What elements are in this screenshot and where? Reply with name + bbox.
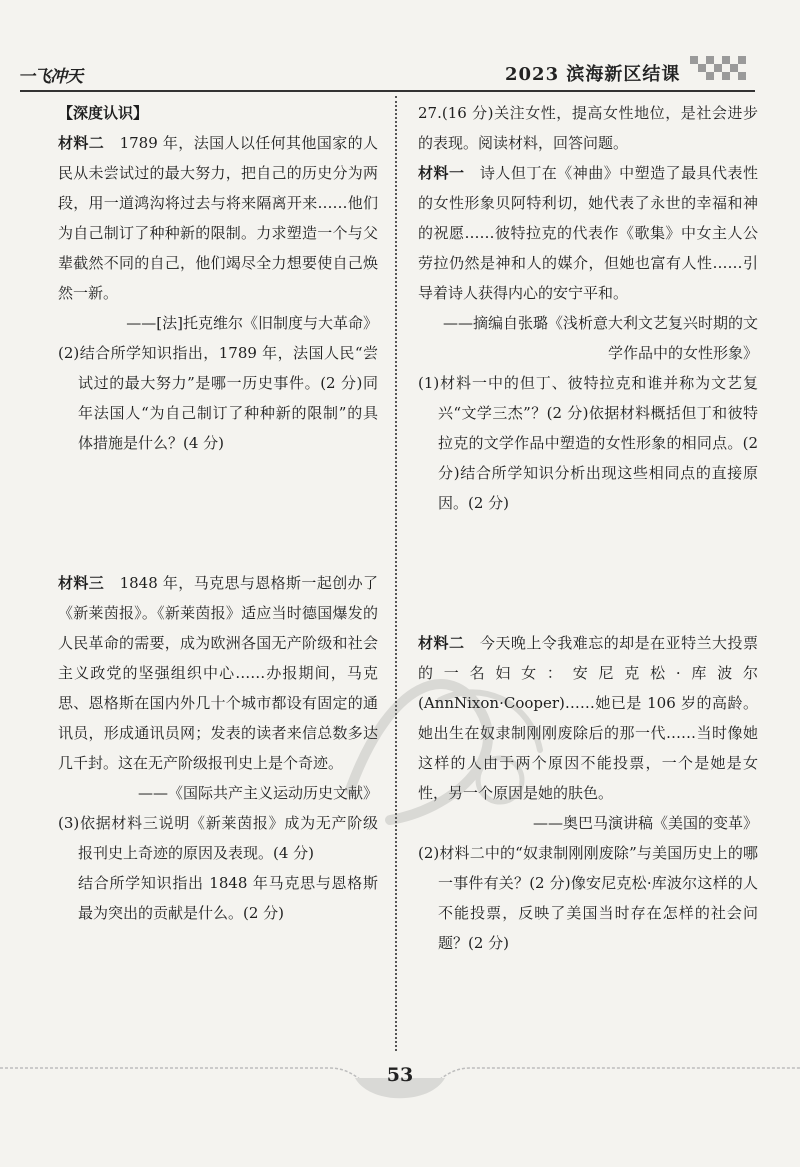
- question-1-right: (1)材料一中的但丁、彼特拉克和谁并称为文艺复兴“文学三杰”？(2 分)依据材料概括但丁和彼特拉克的文学作品中塑造的女性形象的相同点。(2 分)结合所学知识分析出现这些相同点的直接原因。(2 分): [418, 374, 758, 512]
- question-3: (3)依据材料三说明《新莱茵报》成为无产阶级报刊史上奇迹的原因及表现。(4 分): [58, 814, 378, 862]
- column-divider: [395, 96, 397, 1051]
- material-source: ——《国际共产主义运动历史文献》: [137, 784, 378, 802]
- material-source: ——奥巴马演讲稿《美国的变革》: [532, 814, 758, 832]
- material-text: 1848 年，马克思与恩格斯一起创办了《新莱茵报》。《新莱茵报》适应当时德国爆发的人民革命的需要，成为欧洲各国无产阶级和社会主义政党的坚强组织中心……办报期间，马克思、恩格斯在国内外几十个城市都设有固定的通讯员，形成通讯员网；发表的读者来信总数多达几千封。这在无产阶级报刊史上是个奇迹。: [58, 574, 378, 772]
- material-label: 材料三: [58, 574, 105, 592]
- material-source: ——摘编自张璐《浅析意大利文艺复兴时期的文学作品中的女性形象》: [442, 314, 758, 362]
- material-label: 材料一: [418, 164, 465, 182]
- material-text: 今天晚上令我难忘的却是在亚特兰大投票的一名妇女：安尼克松·库波尔(AnnNixon·Cooper)……她已是 106 岁的高龄。她出生在奴隶制刚刚废除后的那一代……当时像她这样的人由于两个原因不能投票，一个是她是女性，另一个原因是她的肤色。: [418, 634, 758, 802]
- watermark-logo-icon: [330, 640, 560, 840]
- header-title: 2023 滨海新区结课: [505, 64, 681, 85]
- material-2-left: [58, 128, 378, 308]
- material-text: 1789 年，法国人以任何其他国家的人民从未尝试过的最大努力，把自己的历史分为两段，用一道鸿沟将过去与将来隔离开来……他们为自己制订了种种新的限制。力求塑造一个与父辈截然不同的自己，他们竭尽全力想要使自己焕然一新。: [58, 134, 378, 302]
- material-text: 诗人但丁在《神曲》中塑造了最具代表性的女性形象贝阿特利切，她代表了永世的幸福和神的祝愿……彼特拉克的代表作《歌集》中女主人公劳拉仍然是神和人的媒介，但她也富有人性……引导着诗人获得内心的安宁平和。: [418, 164, 758, 302]
- publisher-logo: 一飞冲天: [18, 67, 82, 87]
- question-2-left: (2)结合所学知识指出，1789 年，法国人民“尝试过的最大努力”是哪一历史事件。(2 分)同年法国人“为自己制订了种种新的限制”的具体措施是什么？(4 分): [58, 344, 378, 452]
- page-number: 53: [386, 1064, 414, 1086]
- question-3-continued: 结合所学知识指出 1848 年马克思与恩格斯最为突出的贡献是什么。(2 分): [78, 874, 378, 922]
- answer-space: [58, 458, 378, 568]
- answer-space: [418, 518, 758, 628]
- material-1: [418, 158, 758, 308]
- material-label: 材料二: [58, 134, 105, 152]
- question-2-right: (2)材料二中的“奴隶制刚刚废除”与美国历史上的哪一事件有关？(2 分)像安尼克松·库波尔这样的人不能投票，反映了美国当时存在怎样的社会问题？(2 分): [418, 844, 758, 952]
- header-rule: [20, 90, 755, 92]
- section-heading: 【深度认识】: [58, 104, 149, 122]
- material-label: 材料二: [418, 634, 465, 652]
- question-27-intro: 27.(16 分)关注女性，提高女性地位，是社会进步的表现。阅读材料，回答问题。: [418, 104, 758, 152]
- material-source: ——[法]托克维尔《旧制度与大革命》: [126, 314, 378, 332]
- header-checker-decoration: [690, 52, 750, 86]
